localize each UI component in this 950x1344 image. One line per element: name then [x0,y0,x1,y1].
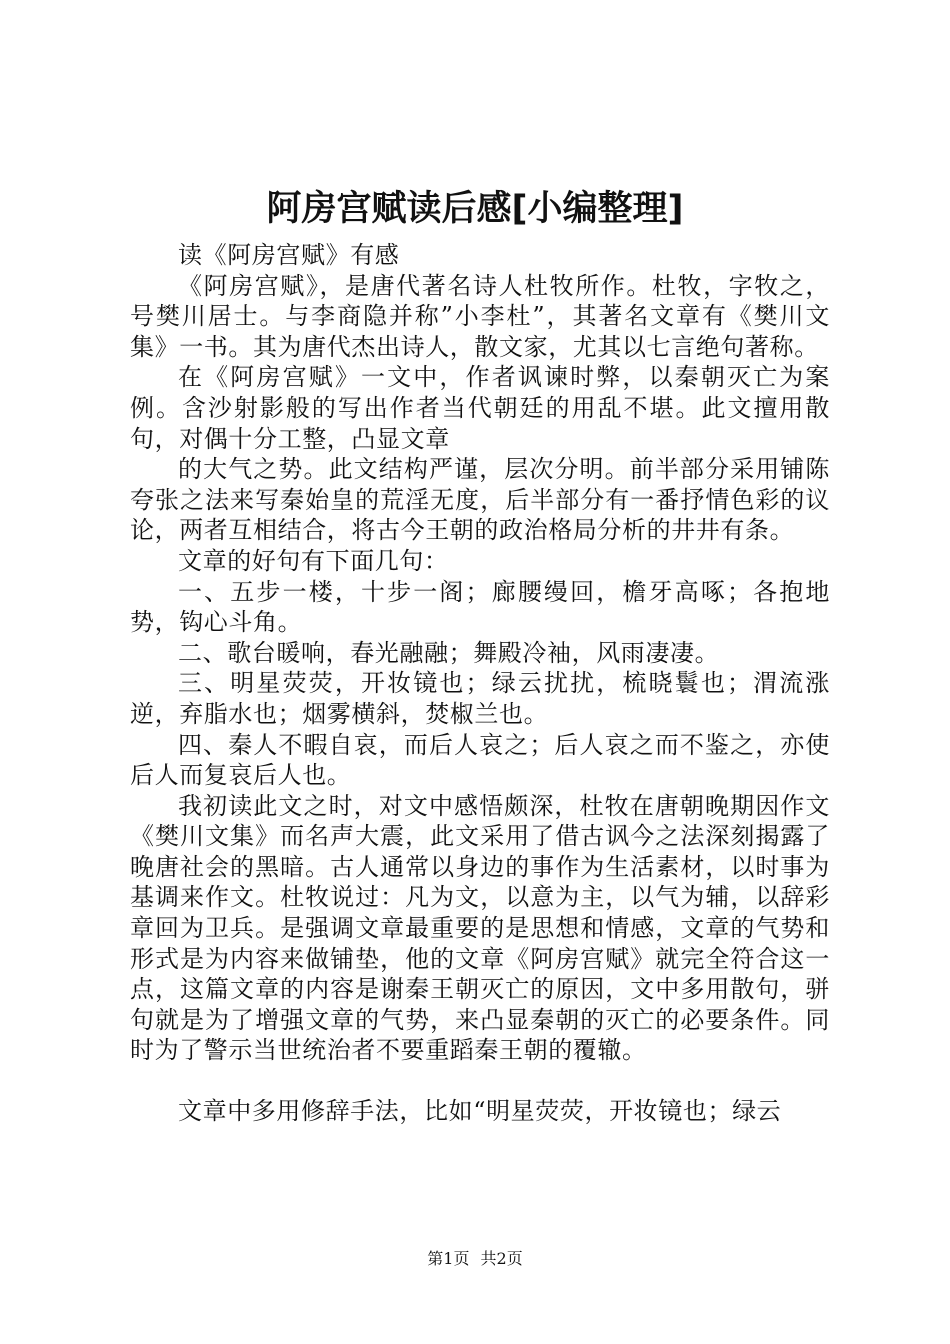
paragraph: 文章中多用修辞手法，比如“明星荧荧，开妆镜也；绿云 [178,1097,782,1126]
paragraph: 文章的好句有下面几句： [178,546,449,575]
document-body [130,240,830,1127]
quote-item: 三、明星荧荧，开妆镜也；绿云扰扰，梳晓鬟也；渭流涨逆，弃脂水也；烟雾横斜，焚椒兰也。 [130,669,830,728]
page-number: 第1页 [427,1249,470,1268]
paragraph: 《阿房宫赋》，是唐代著名诗人杜牧所作。杜牧，字牧之，号樊川居士。与李商隐并称”小李杜”，其著名文章有《樊川文集》一书。其为唐代杰出诗人，散文家，尤其以七言绝句著称。 [130,271,830,361]
quote-item: 二、歌台暖响，春光融融；舞殿冷袖，风雨凄凄。 [178,638,720,667]
page-footer [0,1247,950,1271]
paragraph: 的大气之势。此文结构严谨，层次分明。前半部分采用铺陈夸张之法来写秦始皇的荒淫无度，后半部分有一番抒情色彩的议论，两者互相结合，将古今王朝的政治格局分析的井井有条。 [130,455,830,545]
quote-item: 一、五步一楼，十步一阁；廊腰缦回，檐牙高啄；各抱地势，钩心斗角。 [130,577,830,637]
quote-item: 四、秦人不暇自哀，而后人哀之；后人哀之而不鉴之，亦使后人而复哀后人也。 [130,730,830,790]
paragraph-heading: 读《阿房宫赋》有感 [178,241,400,269]
page-total: 共2页 [480,1249,523,1268]
document-title: 阿房宫赋读后感[小编整理] [266,189,684,229]
paragraph: 在《阿房宫赋》一文中，作者讽谏时弊，以秦朝灭亡为案例。含沙射影般的写出作者当代朝廷的用乱不堪。此文擅用散句，对偶十分工整，凸显文章 [130,363,830,453]
paragraph: 我初读此文之时，对文中感悟颇深，杜牧在唐朝晚期因作文《樊川文集》而名声大震，此文采用了借古讽今之法深刻揭露了晚唐社会的黑暗。古人通常以身边的事作为生活素材，以时事为基调来作文。杜牧说过：凡为文，以意为主，以气为辅，以辞彩章回为卫兵。是强调文章最重要的是思想和情感，文章的气势和形式是为内容来做铺垫，他的文章《阿房宫赋》就完全符合这一点，这篇文章的内容是谢秦王朝灭亡的原因，文中多用散句，骈句就是为了增强文章的气势，来凸显秦朝的灭亡的必要条件。同时为了警示当世统治者不要重蹈秦王朝的覆辙。 [130,791,830,1065]
